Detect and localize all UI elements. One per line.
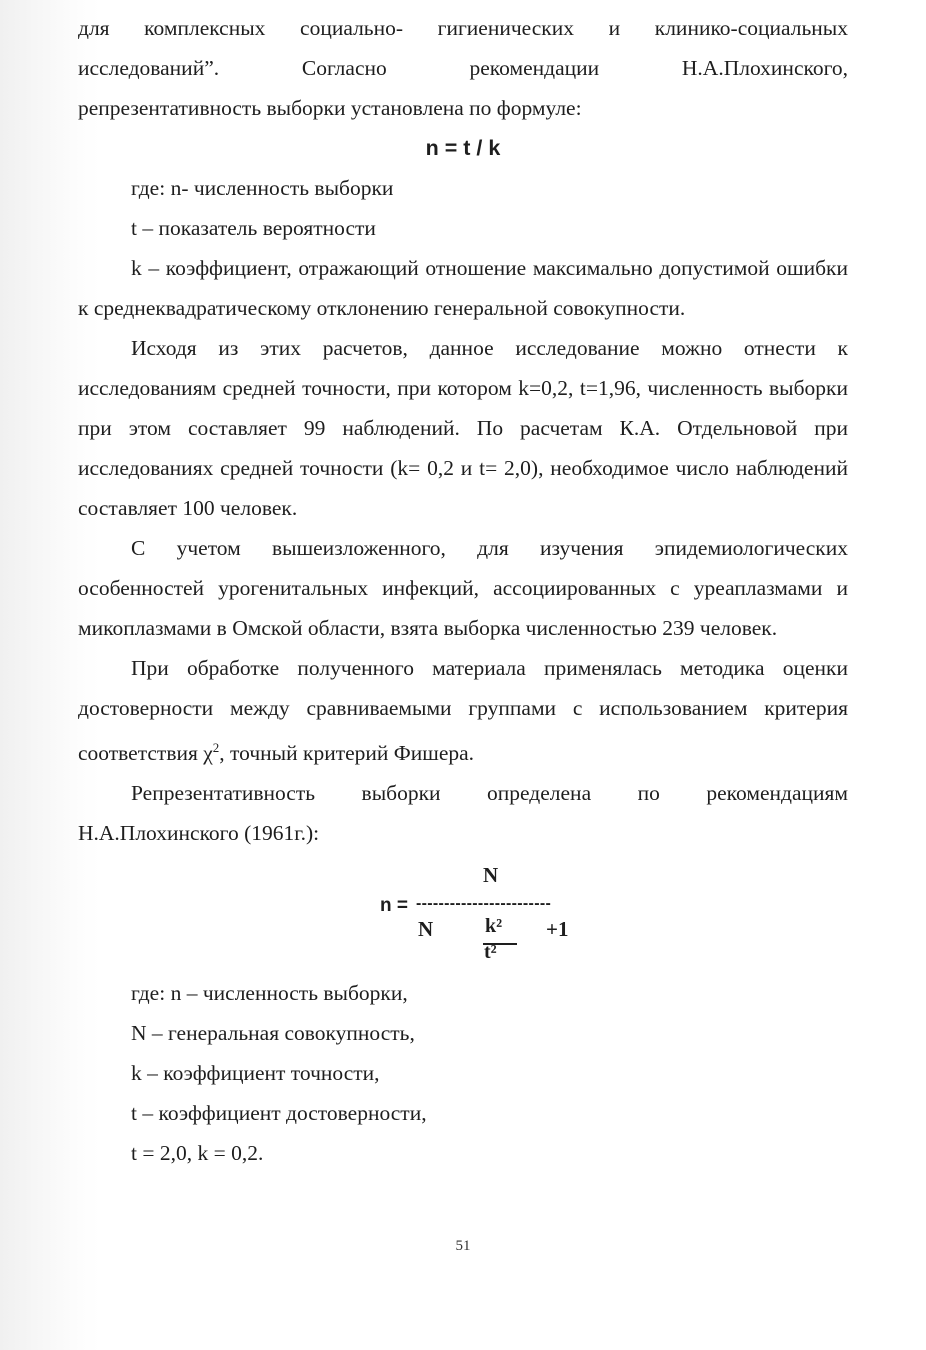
where2-k: k – коэффициент точности, [131, 1061, 380, 1086]
formula-denominator-N: N [418, 917, 434, 942]
where2-t: t – коэффициент достоверности, [131, 1101, 427, 1126]
method-text-end: , точный критерий Фишера. [219, 741, 475, 766]
chi-square-sup: 2 [212, 740, 220, 755]
formula-t-squared: t² [484, 941, 497, 964]
method-paragraph [78, 648, 848, 773]
formula-k-squared: k² [485, 915, 503, 938]
formula-n-t-k: n = t / k [425, 136, 501, 160]
formula-plus-one: +1 [546, 917, 569, 942]
sample-paragraph: С учетом вышеизложенного, для изучения эпидемиологических особенностей урогенитальных инфекций, ассоциированных с уреаплазмами и микоплазмами в Омской области, взята выборка численностью 239 человек. [78, 536, 848, 640]
intro-line-2: исследований”. Согласно рекомендации Н.А.Плохинского, [78, 56, 848, 80]
repr-line-2: Н.А.Плохинского (1961г.): [78, 821, 320, 846]
page-number: 51 [455, 1238, 471, 1254]
where2-values: t = 2,0, k = 0,2. [131, 1141, 264, 1166]
where2-n: где: n – численность выборки, [131, 981, 408, 1006]
where-n: где: n- численность выборки [131, 176, 394, 200]
formula-fraction-rule: ------------------------ [416, 895, 552, 913]
intro-line-1: для комплексных социально- гигиенических и клинико-социальных [78, 16, 848, 40]
repr-line-1: Репрезентативность выборки определена по рекомендациям [131, 781, 848, 806]
formula-lhs: n = [380, 895, 408, 917]
where2-N: N – генеральная совокупность, [131, 1021, 415, 1046]
intro-line-3: репрезентативность выборки установлена по формуле: [78, 96, 582, 120]
formula-numerator: N [483, 863, 499, 888]
method-text: При обработке полученного материала применялась методика оценки достоверности между сравниваемыми группами с использованием критерия соответствия χ [78, 656, 848, 766]
where-t: t – показатель вероятности [131, 216, 376, 240]
where-k: k – коэффициент, отражающий отношение максимально допустимой ошибки к среднеквадратическому отклонению генеральной совокупности. [78, 256, 848, 320]
plokhinsky-formula [78, 853, 848, 973]
document-page [78, 8, 848, 1173]
calc-paragraph: Исходя из этих расчетов, данное исследование можно отнести к исследованиям средней точности, при котором k=0,2, t=1,96, численность выборки при этом составляет 99 наблюдений. По расчетам К.А. Отдельновой при исследованиях средней точности (k= 0,2 и t= 2,0), необходимое число наблюдений составляет 100 человек. [78, 336, 848, 520]
